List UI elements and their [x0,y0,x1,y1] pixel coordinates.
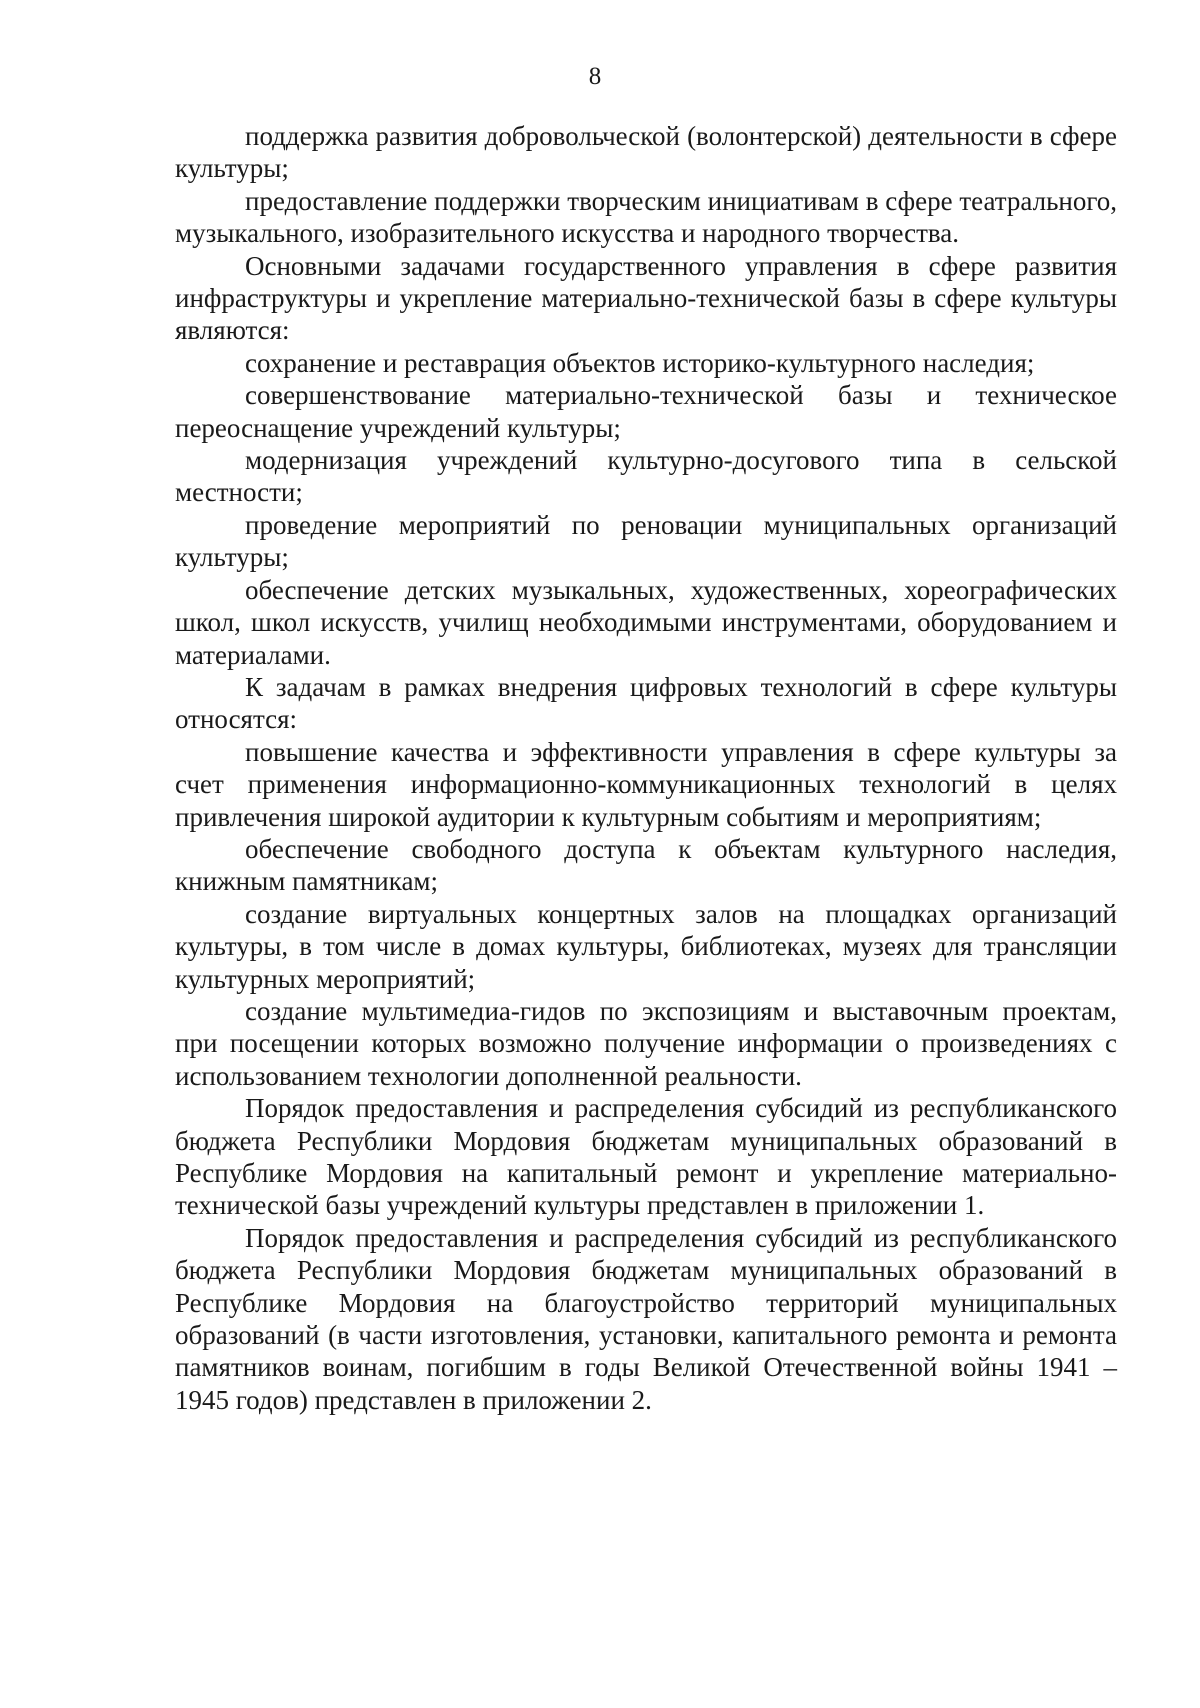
paragraph-infrastructure-tasks: Основными задачами государственного управления в сфере развития инфраструктуры и укрепление материально-технической базы в сфере культуры являются: [175,250,1117,346]
paragraph-creative-initiatives: предоставление поддержки творческим инициативам в сфере театрального, музыкального, изобразительного искусства и народного творчества. [175,185,1117,249]
paragraph-subsidy-appendix-2: Порядок предоставления и распределения субсидий из республиканского бюджета Республики Мордовия бюджетам муниципальных образований в Республике Мордовия на благоустройство территорий муниципальных образований (в части изготовления, установки, капитального ремонта и ремонта памятников воинам, погибшим в годы Великой Отечественной войны 1941 – 1945 годов) представлен в приложении 2. [175,1222,1117,1415]
paragraph-subsidy-appendix-1: Порядок предоставления и распределения субсидий из республиканского бюджета Республики Мордовия бюджетам муниципальных образований в Республике Мордовия на капитальный ремонт и укрепление материально-технической базы учреждений культуры представлен в приложении 1. [175,1093,1117,1221]
paragraph-school-equipment: обеспечение детских музыкальных, художественных, хореографических школ, школ искусств, училищ необходимыми инструментами, оборудованием и материалами. [175,574,1117,670]
paragraph-digital-tasks: К задачам в рамках внедрения цифровых технологий в сфере культуры относятся: [175,671,1117,735]
paragraph-renovation: проведение мероприятий по реновации муниципальных организаций культуры; [175,509,1117,573]
paragraph-management-quality: повышение качества и эффективности управления в сфере культуры за счет применения информационно-коммуникационных технологий в целях привлечения широкой аудитории к культурным событиям и мероприятиям; [175,736,1117,832]
paragraph-material-base: совершенствование материально-технической базы и техническое переоснащение учреждений культуры; [175,380,1117,443]
paragraph-virtual-halls: создание виртуальных концертных залов на площадках организаций культуры, в том числе в домах культуры, библиотеках, музеях для трансляции культурных мероприятий; [175,898,1117,994]
page-number: 8 [588,63,602,90]
paragraph-volunteer-support: поддержка развития добровольческой (волонтерской) деятельности в сфере культуры; [175,121,1117,184]
paragraph-free-access: обеспечение свободного доступа к объектам культурного наследия, книжным памятникам; [175,833,1117,897]
document-body [175,120,1117,1416]
paragraph-rural-modernization: модернизация учреждений культурно-досугового типа в сельской местности; [175,445,1117,508]
paragraph-multimedia-guides: создание мультимедиа-гидов по экспозициям и выставочным проектам, при посещении которых возможно получение информации о произведениях с использованием технологии дополненной реальности. [175,995,1117,1091]
paragraph-heritage-restoration: сохранение и реставрация объектов историко-культурного наследия; [245,347,1035,378]
